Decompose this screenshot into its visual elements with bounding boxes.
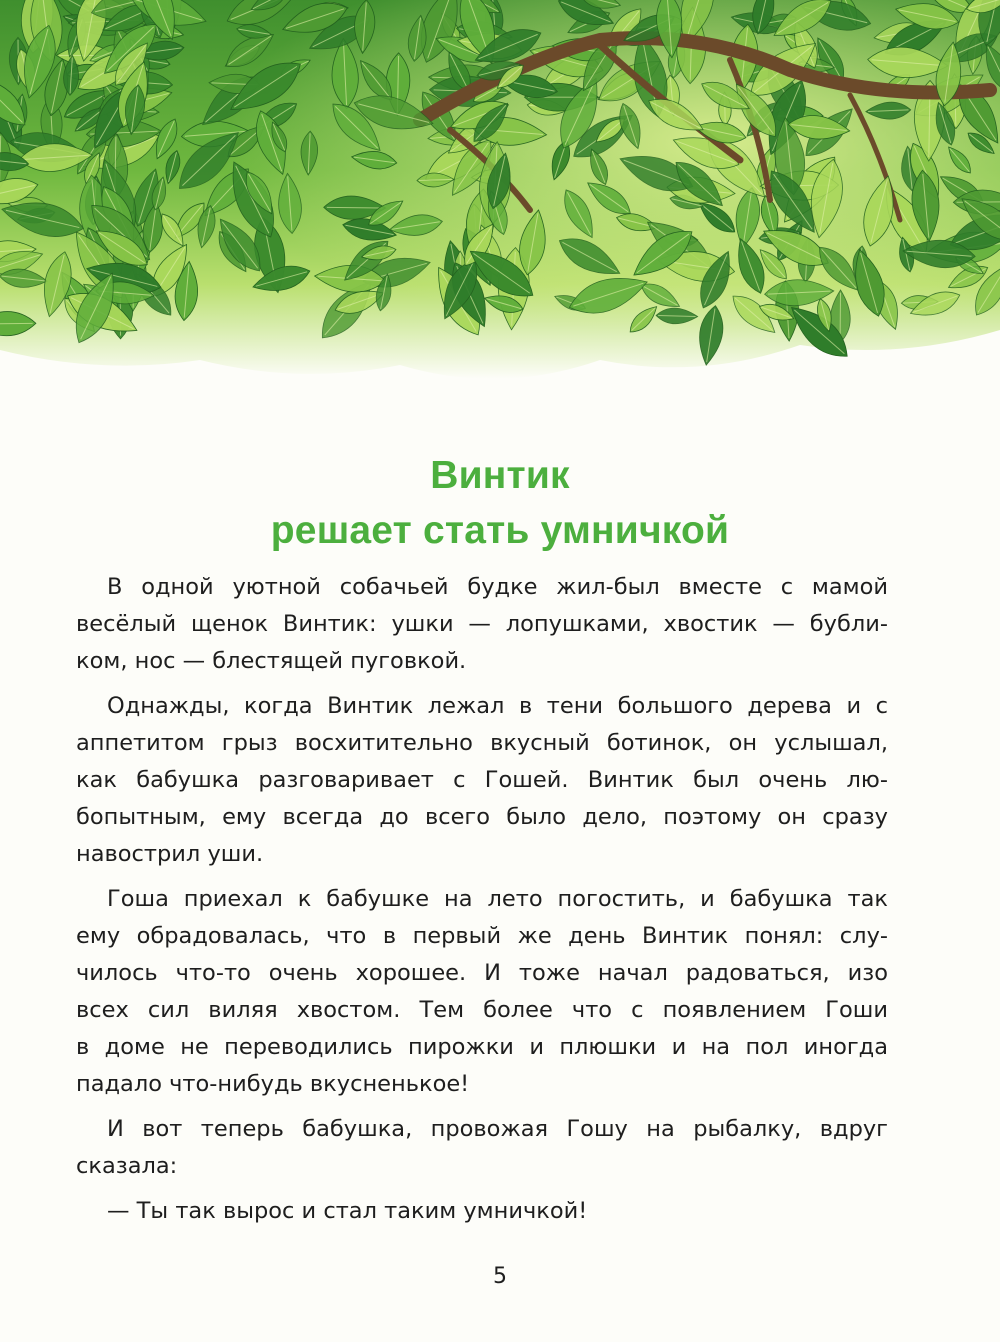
story-title-line-2: решает стать умничкой xyxy=(270,509,730,552)
story-title-line-1: Винтик xyxy=(430,454,570,497)
text-line: всех сил виляя хвостом. Тем более что с появлением Гоши xyxy=(76,997,888,1023)
text-line: — Ты так вырос и стал таким умничкой! xyxy=(107,1198,588,1224)
text-line: ему обрадовалась, что в первый же день Винтик понял: слу- xyxy=(76,923,888,949)
text-line: Однажды, когда Винтик лежал в тени большого дерева и с xyxy=(107,693,888,719)
text-line: сказала: xyxy=(76,1153,178,1179)
tree-leaves-illustration xyxy=(0,0,1000,400)
paragraph-4 xyxy=(76,1111,888,1185)
paragraph-2 xyxy=(76,688,888,873)
text-line: бопытным, ему всегда до всего было дело, поэтому он сразу xyxy=(76,804,888,830)
paragraph-5 xyxy=(76,1193,888,1230)
text-line: навострил уши. xyxy=(76,841,264,867)
text-line: чилось что-то очень хорошее. И тоже начал радоваться, изо xyxy=(76,960,888,986)
text-line: в доме не переводились пирожки и плюшки и на пол иногда xyxy=(76,1034,888,1060)
text-line: аппетитом грыз восхитительно вкусный ботинок, он услышал, xyxy=(76,730,888,756)
text-line: В одной уютной собачьей будке жил-был вместе с мамой xyxy=(107,574,888,600)
story-text xyxy=(76,569,888,1238)
page-number: 5 xyxy=(493,1264,507,1289)
text-line: падало что-нибудь вкусненькое! xyxy=(76,1071,470,1097)
text-line: как бабушка разговаривает с Гошей. Винтик был очень лю- xyxy=(76,767,888,793)
story-title xyxy=(0,448,1000,558)
leaves-icon xyxy=(0,0,1000,400)
text-line: ком, нос — блестящей пуговкой. xyxy=(76,648,467,674)
paragraph-1 xyxy=(76,569,888,680)
paragraph-3 xyxy=(76,881,888,1103)
text-line: И вот теперь бабушка, провожая Гошу на рыбалку, вдруг xyxy=(107,1116,888,1142)
text-line: весёлый щенок Винтик: ушки — лопушками, хвостик — бубли- xyxy=(76,611,888,637)
text-line: Гоша приехал к бабушке на лето погостить, и бабушка так xyxy=(107,886,888,912)
